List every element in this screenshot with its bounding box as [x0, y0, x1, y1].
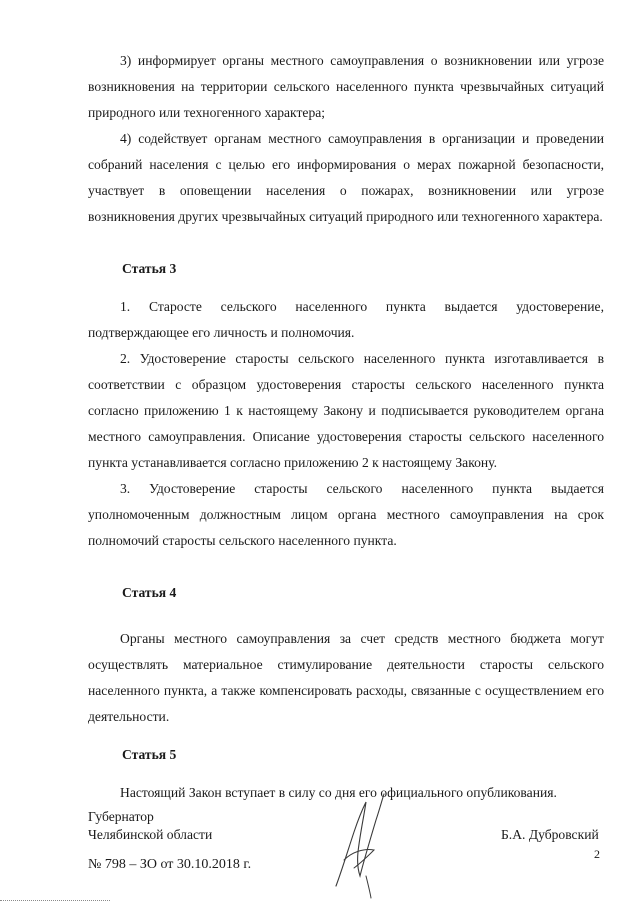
footer-dotted-line	[0, 900, 110, 901]
signatory-title: Губернатор	[88, 809, 154, 824]
article-3-item-3: 3. Удостоверение старосты сельского населенного пункта выдается уполномоченным должностным лицом органа местного самоуправления на срок полномочий старосты сельского населенного пункта.	[88, 481, 604, 548]
article-4-text: Органы местного самоуправления за счет средств местного бюджета могут осуществлять материальное стимулирование деятельности старосты сельского населенного пункта, а также компенсировать расходы, связанные с осуществлением его деятельности.	[88, 631, 604, 724]
article-3-item-2: 2. Удостоверение старосты сельского населенного пункта изготавливается в соответствии с образцом удостоверения старосты сельского населенного пункта согласно приложению 1 к настоящему Закону и подписывается руководителем органа местного самоуправления. Описание удостоверения старосты сельского населенного пункта устанавливается согласно приложению 2 к настоящему Закону.	[88, 351, 604, 470]
paragraph-item-3: 3) информирует органы местного самоуправления о возникновении или угрозе возникновения на территории сельского населенного пункта чрезвычайных ситуаций природного или техногенного характера;	[88, 53, 604, 120]
signatory-region: Челябинской области	[88, 827, 213, 842]
article-5-heading: Статья 5	[122, 747, 177, 762]
signatory-name: Б.А. Дубровский	[501, 827, 599, 842]
article-4-heading: Статья 4	[122, 585, 177, 600]
article-3-heading: Статья 3	[122, 261, 177, 276]
document-number: № 798 – ЗО от 30.10.2018 г.	[88, 857, 252, 872]
page-number: 2	[594, 847, 600, 861]
article-3-item-1: 1. Старосте сельского населенного пункта выдается удостоверение, подтверждающее его личность и полномочия.	[88, 299, 604, 340]
article-5-text: Настоящий Закон вступает в силу со дня его официального опубликования.	[120, 785, 557, 800]
paragraph-item-4: 4) содействует органам местного самоуправления в организации и проведении собраний населения с целью его информирования о мерах пожарной безопасности, участвует в оповещении населения о пожарах, возникновении или угрозе возникновения других чрезвычайных ситуаций природного или техногенного характера.	[88, 131, 604, 224]
document-body	[88, 48, 604, 806]
signatory-position	[88, 808, 212, 844]
handwritten-signature	[324, 790, 394, 900]
